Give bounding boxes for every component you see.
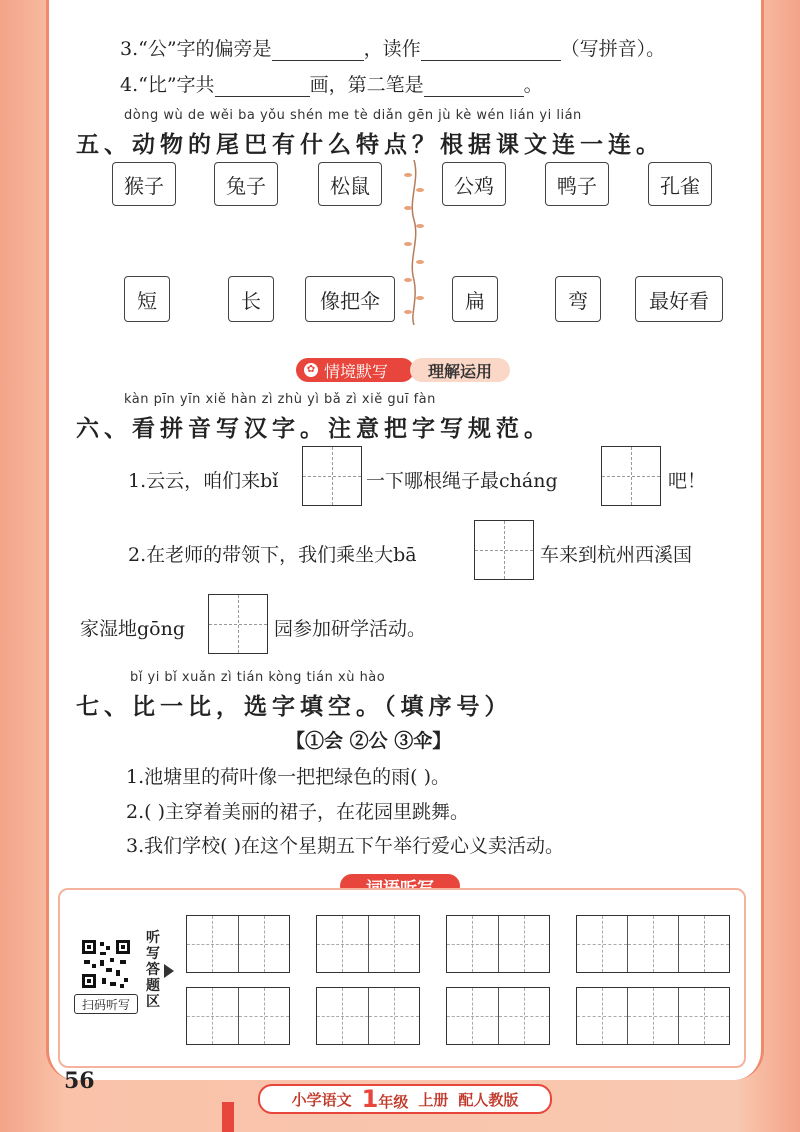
answer-blank[interactable] [215,78,310,97]
medal-icon: ✿ [304,363,318,377]
writing-grid[interactable] [474,520,534,580]
animal-card[interactable]: 猴子 [112,162,176,206]
s6-line1-b: 一下哪根绳子最cháng [366,470,558,492]
animal-card[interactable]: 鸭子 [545,162,609,206]
dictation-box[interactable] [316,915,420,973]
section5-pinyin: dòng wù de wěi ba yǒu shén me tè diǎn gēn jù kè wén lián yi lián [124,108,582,123]
dictation-box[interactable] [446,915,550,973]
dictation-box[interactable] [316,987,420,1045]
dictation-box[interactable] [446,987,550,1045]
page-number: 56 [64,1068,95,1094]
banner-tag-left: ✿ 情境默写 [296,358,414,382]
trait-card[interactable]: 扁 [452,276,498,322]
answer-blank[interactable] [421,42,561,61]
answer-blank[interactable] [272,42,364,61]
s6-line2-a: 2.在老师的带领下，我们乘坐大bā [128,544,417,566]
answer-blank[interactable] [424,78,524,97]
dictation-box[interactable] [576,987,730,1045]
trait-card[interactable]: 像把伞 [305,276,395,322]
s7-question-1: 1.池塘里的荷叶像一把把绿色的雨( )。 [126,766,450,788]
dictation-box[interactable] [186,987,290,1045]
section7-pinyin: bǐ yi bǐ xuǎn zì tián kòng tián xù hào [130,670,386,685]
question-4-line: 4.“比”字共 画，第二笔是 。 [120,74,543,96]
writing-grid[interactable] [302,446,362,506]
option-list: 【①会 ②公 ③伞】 [286,730,452,752]
bookmark-ribbon [222,1102,234,1132]
question-3-line: 3.“公”字的偏旁是 ，读作 （写拼音）。 [120,38,666,60]
s6-line1-c: 吧！ [668,470,707,492]
animal-card[interactable]: 松鼠 [318,162,382,206]
s7-question-2: 2.( )主穿着美丽的裙子，在花园里跳舞。 [126,801,469,823]
banner-tag-right: 理解运用 [410,358,510,382]
animal-card[interactable]: 公鸡 [442,162,506,206]
dictation-box[interactable] [576,915,730,973]
trait-card[interactable]: 最好看 [635,276,723,322]
s6-line1-a: 1.云云，咱们来bǐ [128,470,279,492]
writing-grid[interactable] [208,594,268,654]
trait-card[interactable]: 长 [228,276,274,322]
book-info-badge: 小学语文 1年级 上册 配人教版 [258,1084,552,1114]
animal-card[interactable]: 孔雀 [648,162,712,206]
trait-card[interactable]: 弯 [555,276,601,322]
qr-code-icon[interactable] [80,938,132,990]
section6-pinyin: kàn pīn yīn xiě hàn zì zhù yì bǎ zì xiě guī fàn [124,392,436,407]
animal-card[interactable]: 兔子 [214,162,278,206]
section6-title: 六、看拼音写汉字。注意把字写规范。 [76,416,552,442]
vine-decoration [402,160,426,325]
answer-area-label: 听写答题区 [146,930,160,1010]
dictation-area [58,888,746,1068]
section5-title: 五、动物的尾巴有什么特点？根据课文连一连。 [76,132,664,158]
s6-line3-b: 园参加研学活动。 [274,618,427,640]
s7-question-3: 3.我们学校( )在这个星期五下午举行爱心义卖活动。 [126,835,564,857]
section7-title: 七、比一比，选字填空。（填序号） [76,694,513,720]
writing-grid[interactable] [601,446,661,506]
trait-card[interactable]: 短 [124,276,170,322]
dictation-box[interactable] [186,915,290,973]
arrow-right-icon [164,964,174,978]
s6-line2-b: 车来到杭州西溪国 [540,544,693,566]
scan-label[interactable]: 扫码听写 [74,994,138,1014]
s6-line3-a: 家湿地gōng [80,618,186,640]
